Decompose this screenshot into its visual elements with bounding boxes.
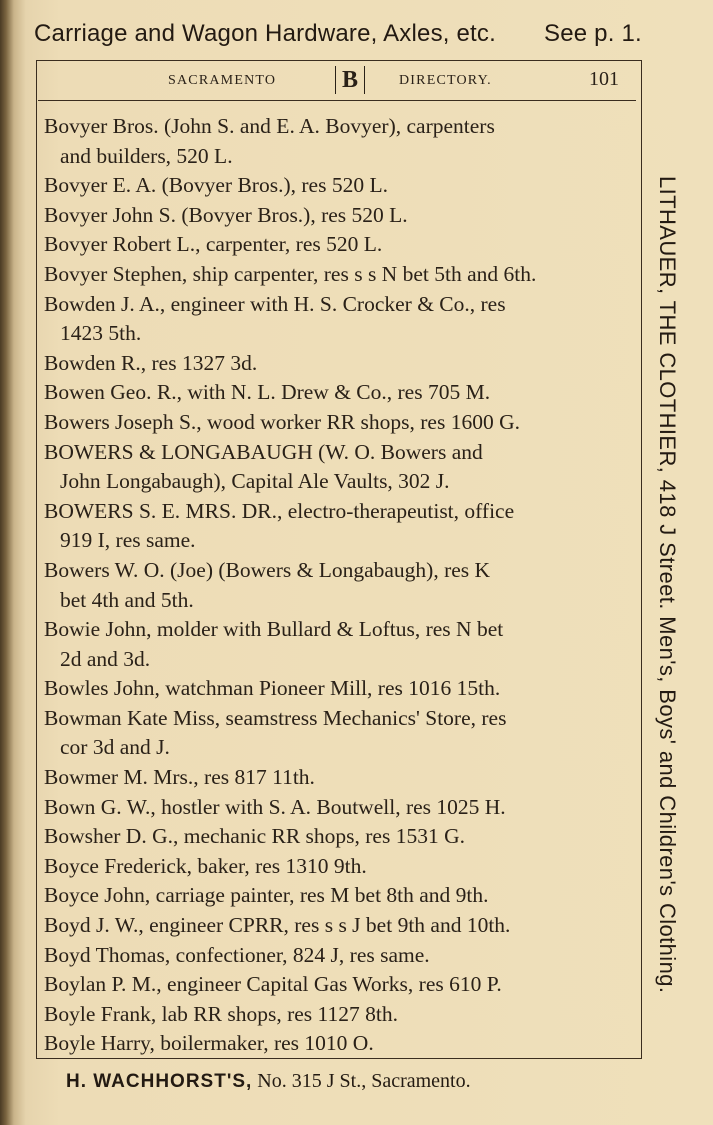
directory-entry xyxy=(44,822,626,852)
directory-entry xyxy=(44,201,626,231)
directory-entry xyxy=(44,941,626,971)
directory-entry xyxy=(44,260,626,290)
entry-line: Boyd J. W., engineer CPRR, res s s J bet 9th and 10th. xyxy=(44,913,511,938)
directory-entry xyxy=(44,112,626,171)
entry-line: Bowden J. A., engineer with H. S. Crocker & Co., res xyxy=(44,291,506,316)
entry-line: Boyle Harry, boilermaker, res 1010 O. xyxy=(44,1031,374,1056)
entry-continuation-line: and builders, 520 L. xyxy=(60,143,233,168)
running-head xyxy=(38,64,636,101)
entry-line: BOWERS & LONGABAUGH (W. O. Bowers and xyxy=(44,439,483,464)
entry-continuation-line: cor 3d and J. xyxy=(60,735,170,760)
directory-entry xyxy=(44,438,626,497)
directory-entry xyxy=(44,615,626,674)
page-number: 101 xyxy=(589,68,619,90)
entry-line: Bovyer Stephen, ship carpenter, res s s N bet 5th and 6th. xyxy=(44,261,537,286)
directory-entry xyxy=(44,378,626,408)
directory-entries xyxy=(44,112,626,1059)
directory-entry xyxy=(44,497,626,556)
entry-line: Bowles John, watchman Pioneer Mill, res 1016 15th. xyxy=(44,676,501,701)
entry-line: Boyle Frank, lab RR shops, res 1127 8th. xyxy=(44,1001,398,1026)
directory-entry xyxy=(44,349,626,379)
entry-line: Bowden R., res 1327 3d. xyxy=(44,350,258,375)
entry-line: Bowie John, molder with Bullard & Loftus, res N bet xyxy=(44,617,504,642)
entry-line: Bovyer E. A. (Bovyer Bros.), res 520 L. xyxy=(44,173,388,198)
top-advertisement xyxy=(34,20,654,48)
entry-line: Bovyer Bros. (John S. and E. A. Bovyer), carpenters xyxy=(44,114,495,138)
footer-advertisement xyxy=(66,1070,626,1093)
directory-entry xyxy=(44,704,626,763)
running-head-letter: B xyxy=(335,66,365,94)
entry-line: Bowmer M. Mrs., res 817 11th. xyxy=(44,765,315,790)
directory-entry xyxy=(44,763,626,793)
top-ad-see-reference: See p. 1. xyxy=(544,20,642,47)
running-head-city: SACRAMENTO xyxy=(168,73,277,88)
entry-continuation-line: 2d and 3d. xyxy=(60,646,151,671)
entry-line: Boyce John, carriage painter, res M bet 8th and 9th. xyxy=(44,883,489,908)
directory-entry xyxy=(44,230,626,260)
directory-entry xyxy=(44,970,626,1000)
footer-brand: H. WACHHORST'S, xyxy=(66,1071,253,1092)
top-ad-text: Carriage and Wagon Hardware, Axles, etc. xyxy=(34,20,496,47)
entry-line: Bowsher D. G., mechanic RR shops, res 1531 G. xyxy=(44,824,465,849)
directory-entry xyxy=(44,881,626,911)
directory-entry xyxy=(44,290,626,349)
entry-line: BOWERS S. E. MRS. DR., electro-therapeutist, office xyxy=(44,498,515,523)
side-ad-text: LITHAUER, THE CLOTHIER, 418 J Street. Men's, Boys' and Children's Clothing. xyxy=(655,176,680,994)
entry-line: Bowers W. O. (Joe) (Bowers & Longabaugh), res K xyxy=(44,557,491,582)
entry-line: Bowers Joseph S., wood worker RR shops, res 1600 G. xyxy=(44,409,520,434)
directory-entry xyxy=(44,408,626,438)
entry-continuation-line: 1423 5th. xyxy=(60,321,142,346)
entry-line: Boyce Frederick, baker, res 1310 9th. xyxy=(44,853,367,878)
entry-line: Bowen Geo. R., with N. L. Drew & Co., res 705 M. xyxy=(44,380,491,405)
running-head-directory: DIRECTORY. xyxy=(399,73,492,88)
directory-entry xyxy=(44,171,626,201)
directory-entry xyxy=(44,674,626,704)
entry-continuation-line: John Longabaugh), Capital Ale Vaults, 302 J. xyxy=(60,469,450,494)
entry-line: Boylan P. M., engineer Capital Gas Works, res 610 P. xyxy=(44,972,502,997)
directory-entry xyxy=(44,1029,626,1059)
footer-address: No. 315 J St., Sacramento. xyxy=(257,1070,471,1092)
entry-continuation-line: bet 4th and 5th. xyxy=(60,587,194,612)
directory-entry xyxy=(44,793,626,823)
entry-line: Bown G. W., hostler with S. A. Boutwell, res 1025 H. xyxy=(44,794,506,819)
entry-line: Bovyer John S. (Bovyer Bros.), res 520 L. xyxy=(44,202,408,227)
entry-continuation-line: 919 I, res same. xyxy=(60,528,196,553)
directory-entry xyxy=(44,556,626,615)
directory-entry xyxy=(44,852,626,882)
directory-entry xyxy=(44,911,626,941)
entry-line: Boyd Thomas, confectioner, 824 J, res same. xyxy=(44,942,430,967)
directory-entry xyxy=(44,1000,626,1030)
side-advertisement xyxy=(646,176,686,994)
entry-line: Bowman Kate Miss, seamstress Mechanics' Store, res xyxy=(44,705,507,730)
entry-line: Bovyer Robert L., carpenter, res 520 L. xyxy=(44,232,383,257)
